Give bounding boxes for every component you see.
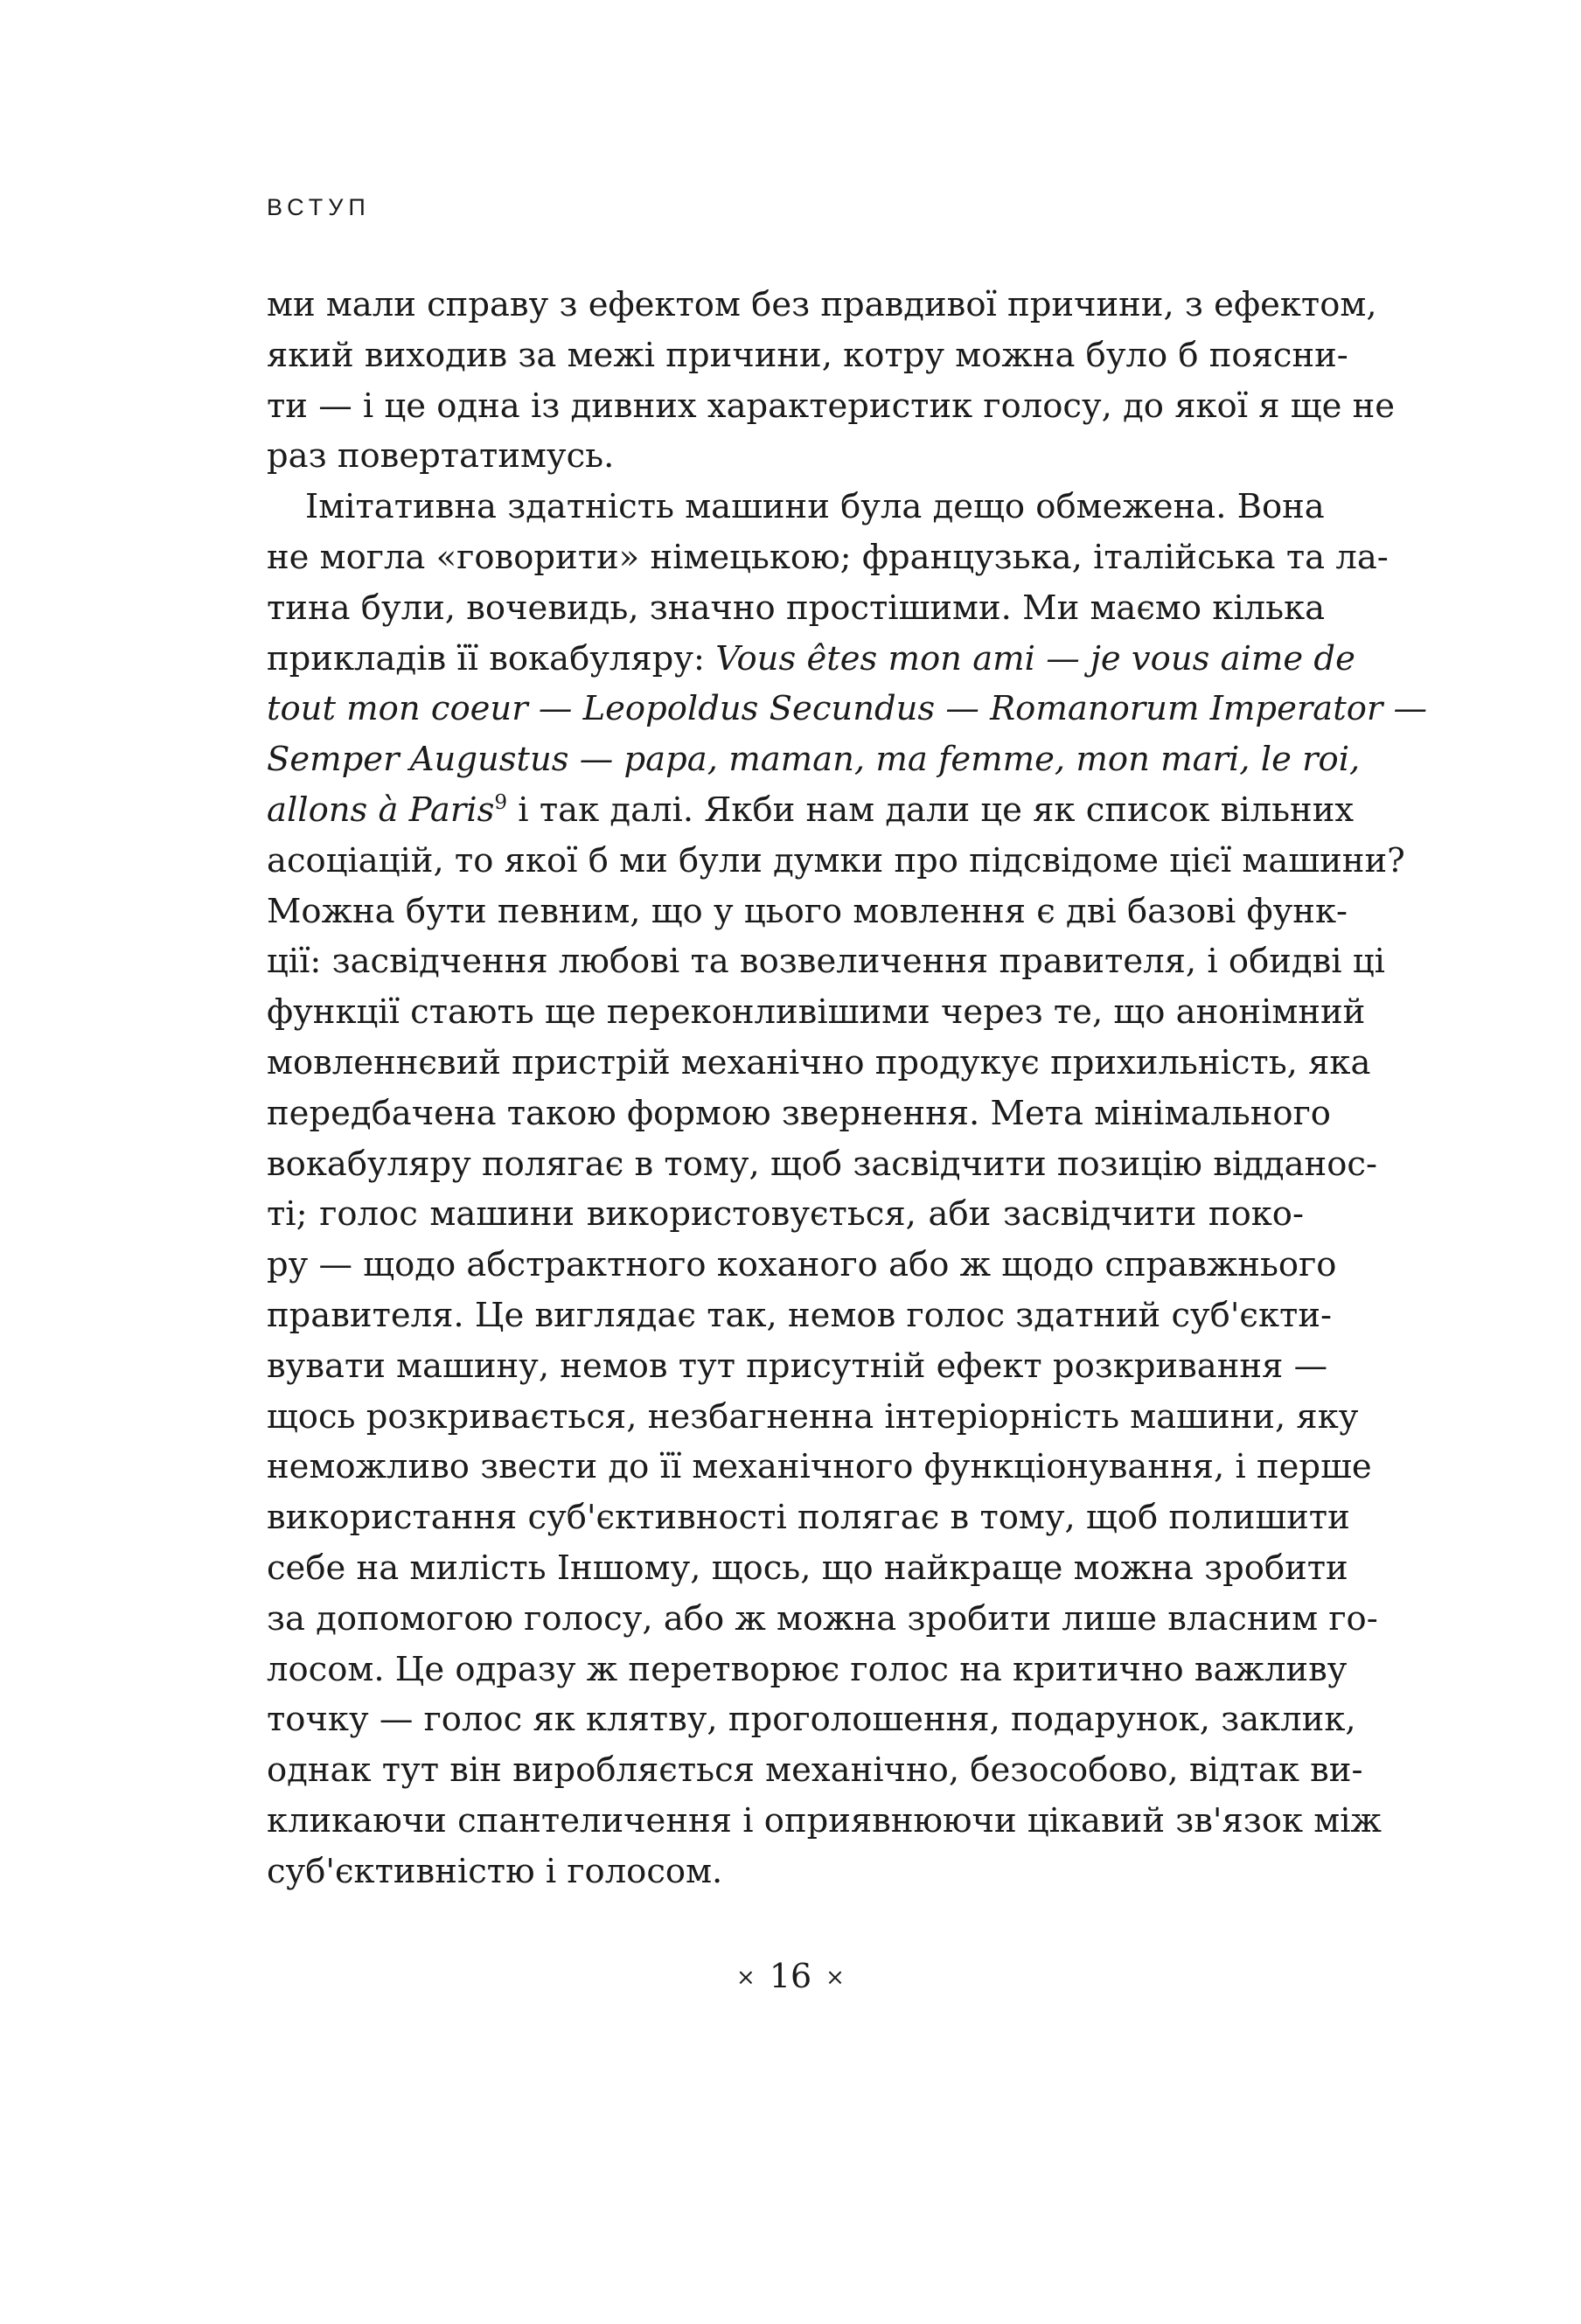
text-line: ти — і це одна із дивних характеристик голосу, до якої я ще не: [267, 386, 1396, 426]
text-line: який виходив за межі причини, котру можна було б поясни-: [267, 335, 1348, 375]
footnote-marker: 9: [494, 791, 508, 815]
italic-phrase: Vous êtes mon ami — je vous aime de: [715, 638, 1355, 678]
running-head: ВСТУП: [267, 194, 371, 220]
italic-phrase: Semper Augustus — papa, maman, ma femme, mon mari, le roi,: [267, 740, 1361, 780]
text-line: раз повертатимусь.: [267, 436, 615, 477]
body-text: [267, 280, 1428, 1897]
text-line: щось розкривається, незбагненна інтеріорність машини, яку: [267, 1396, 1359, 1437]
text-line: точку — голос як клятву, проголошення, подарунок, заклик,: [267, 1700, 1356, 1740]
ornament-right: ×: [825, 1965, 845, 1991]
text-line: [267, 684, 1428, 734]
text-line: Можна бути певним, що у цього мовлення є дві базові функ-: [267, 891, 1348, 931]
text-line: мовленнєвий пристрій механічно продукує прихильність, яка: [267, 1042, 1371, 1082]
text-segment: і так далі. Якби нам дали це як список вільних: [507, 790, 1355, 830]
text-line: використання суб'єктивності полягає в тому, щоб полишити: [267, 1498, 1350, 1538]
text-line: суб'єктивністю і голосом.: [267, 1851, 723, 1891]
text-line: вокабуляру полягає в тому, щоб засвідчити позицію відданос-: [267, 1144, 1377, 1184]
text-line: передбачена такою формою звернення. Мета мінімального: [267, 1093, 1331, 1133]
text-line: однак тут він виробляється механічно, безособово, відтак ви-: [267, 1750, 1363, 1791]
text-segment: прикладів її вокабуляру:: [267, 638, 716, 678]
italic-phrase: tout mon coeur — Leopoldus Secundus — Romanorum Imperator —: [267, 689, 1428, 729]
page-footer: [0, 1957, 1581, 1995]
text-line: лосом. Це одразу ж перетворює голос на критично важливу: [267, 1649, 1348, 1689]
text-line: [267, 785, 1355, 836]
text-line: тина були, вочевидь, значно простішими. Ми маємо кілька: [267, 588, 1326, 628]
text-line: Імітативна здатність машини була дещо обмежена. Вона: [305, 487, 1325, 527]
text-line: не могла «говорити» німецькою; французька, італійська та ла-: [267, 537, 1389, 577]
text-line: кликаючи спантеличення і оприявнюючи цікавий зв'язок між: [267, 1800, 1382, 1840]
text-line: правителя. Це виглядає так, немов голос здатний суб'єкти-: [267, 1295, 1333, 1335]
text-line: [267, 734, 1361, 785]
text-line: [267, 634, 1355, 685]
ornament-left: ×: [736, 1965, 756, 1991]
text-line: за допомогою голосу, або ж можна зробити лише власним го-: [267, 1598, 1378, 1639]
text-line: ції: засвідчення любові та возвеличення правителя, і обидві ці: [267, 942, 1385, 982]
text-line: неможливо звести до її механічного функціонування, і перше: [267, 1447, 1372, 1487]
text-line: функції стають ще переконливішими через те, що анонімний: [267, 992, 1366, 1033]
text-line: ми мали справу з ефектом без правдивої причини, з ефектом,: [267, 285, 1377, 324]
page-number: 16: [769, 1957, 812, 1995]
text-line: ру — щодо абстрактного коханого або ж щодо справжнього: [267, 1245, 1337, 1285]
italic-phrase: allons à Paris: [267, 790, 495, 830]
text-line: асоціацій, то якої б ми були думки про підсвідоме цієї машини?: [267, 840, 1405, 880]
text-line: ті; голос машини використовується, аби засвідчити поко-: [267, 1194, 1304, 1235]
text-line: вувати машину, немов тут присутній ефект розкривання —: [267, 1346, 1328, 1386]
text-line: себе на милість Іншому, щось, що найкраще можна зробити: [267, 1548, 1348, 1588]
